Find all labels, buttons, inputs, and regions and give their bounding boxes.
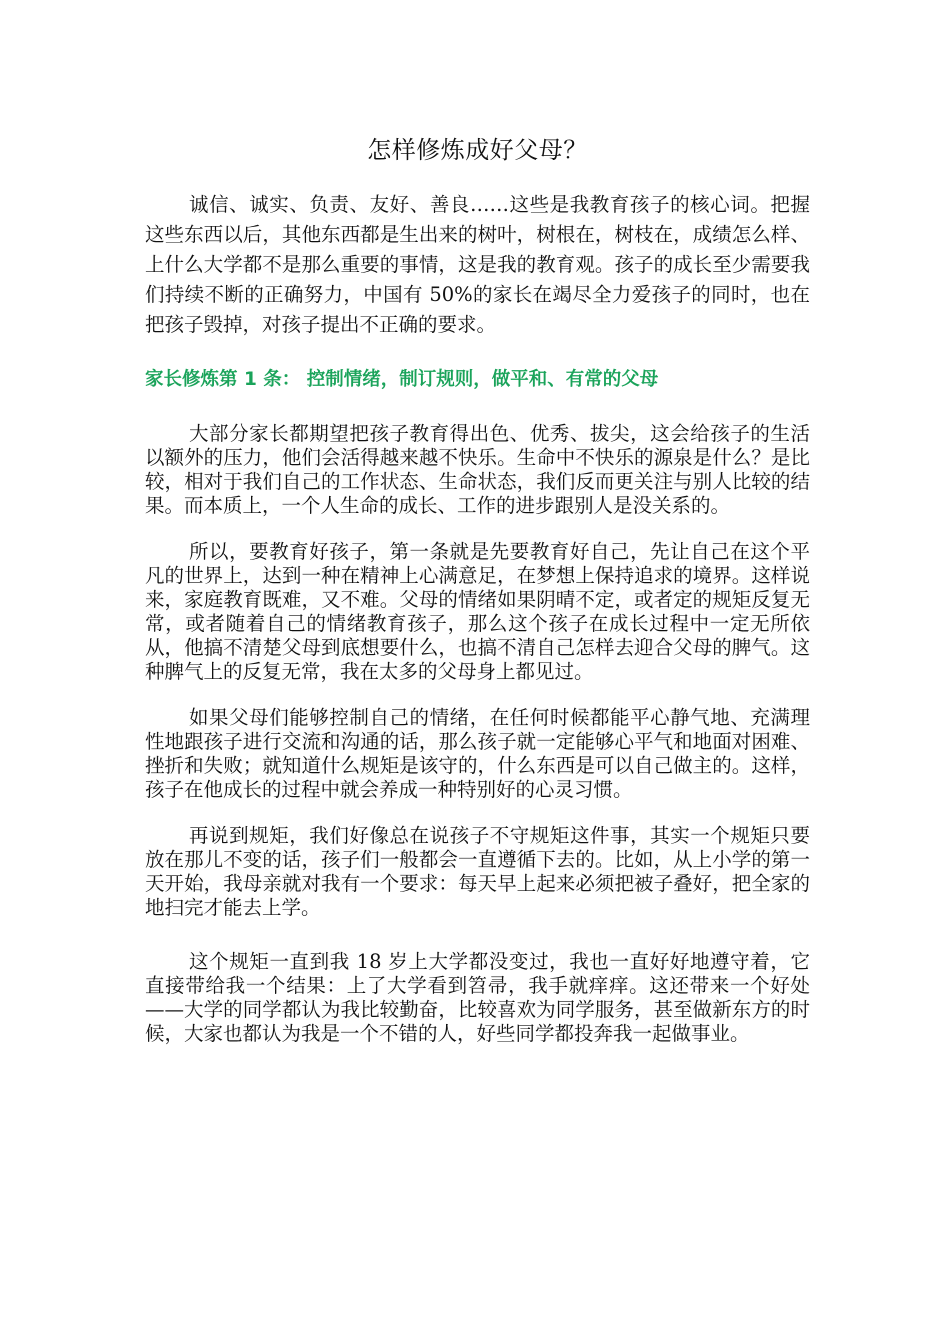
document-title: 怎样修炼成好父母？ [367, 136, 588, 164]
body-paragraph-4: 再说到规矩，我们好像总在说孩子不守规矩这件事，其实一个规矩只要放在那儿不变的话，孩子们一般都会一直遵循下去的。比如，从上小学的第一天开始，我母亲就对我有一个要求：每天早上起来必须把被子叠好，把全家的地扫完才能去上学。 [145, 824, 810, 919]
intro-paragraph: 诚信、诚实、负责、友好、善良……这些是我教育孩子的核心词。把握这些东西以后，其他东西都是生出来的树叶，树根在，树枝在，成绩怎么样、上什么大学都不是那么重要的事情，这是我的教育观。孩子的成长至少需要我们持续不断的正确努力，中国有 50%的家长在竭尽全力爱孩子的同时，也在把孩子毁掉，对孩子提出不正确的要求。 [145, 193, 810, 336]
section-heading: 家长修炼第 1 条： 控制情绪，制订规则，做平和、有常的父母 [145, 369, 659, 390]
body-paragraph-5: 这个规矩一直到我 18 岁上大学都没变过，我也一直好好地遵守着，它直接带给我一个结果：上了大学看到笤帚，我手就痒痒。这还带来一个好处——大学的同学都认为我比较勤奋，比较喜欢为同学服务，甚至做新东方的时候，大家也都认为我是一个不错的人，好些同学都投奔我一起做事业。 [145, 950, 810, 1045]
body-paragraph-1: 大部分家长都期望把孩子教育得出色、优秀、拔尖，这会给孩子的生活以额外的压力，他们会活得越来越不快乐。生命中不快乐的源泉是什么？是比较，相对于我们自己的工作状态、生命状态，我们反而更关注与别人比较的结果。而本质上，一个人生命的成长、工作的进步跟别人是没关系的。 [145, 422, 810, 517]
paragraph-gap [145, 518, 810, 540]
paragraph-gap [145, 920, 810, 950]
document-page [145, 132, 810, 1046]
body-paragraph-2: 所以，要教育好孩子，第一条就是先要教育好自己，先让自己在这个平凡的世界上，达到一种在精神上心满意足，在梦想上保持追求的境界。这样说来，家庭教育既难，又不难。父母的情绪如果阴晴不定，或者定的规矩反复无常，或者随着自己的情绪教育孩子，那么这个孩子在成长过程中一定无所依从，他搞不清楚父母到底想要什么，也搞不清自己怎样去迎合父母的脾气。这种脾气上的反复无常，我在太多的父母身上都见过。 [145, 540, 810, 683]
paragraph-gap [145, 684, 810, 706]
paragraph-gap [145, 802, 810, 824]
body-paragraph-3: 如果父母们能够控制自己的情绪，在任何时候都能平心静气地、充满理性地跟孩子进行交流和沟通的话，那么孩子就一定能够心平气和地面对困难、挫折和失败；就知道什么规矩是该守的，什么东西是可以自己做主的。这样，孩子在他成长的过程中就会养成一种特别好的心灵习惯。 [145, 706, 810, 801]
